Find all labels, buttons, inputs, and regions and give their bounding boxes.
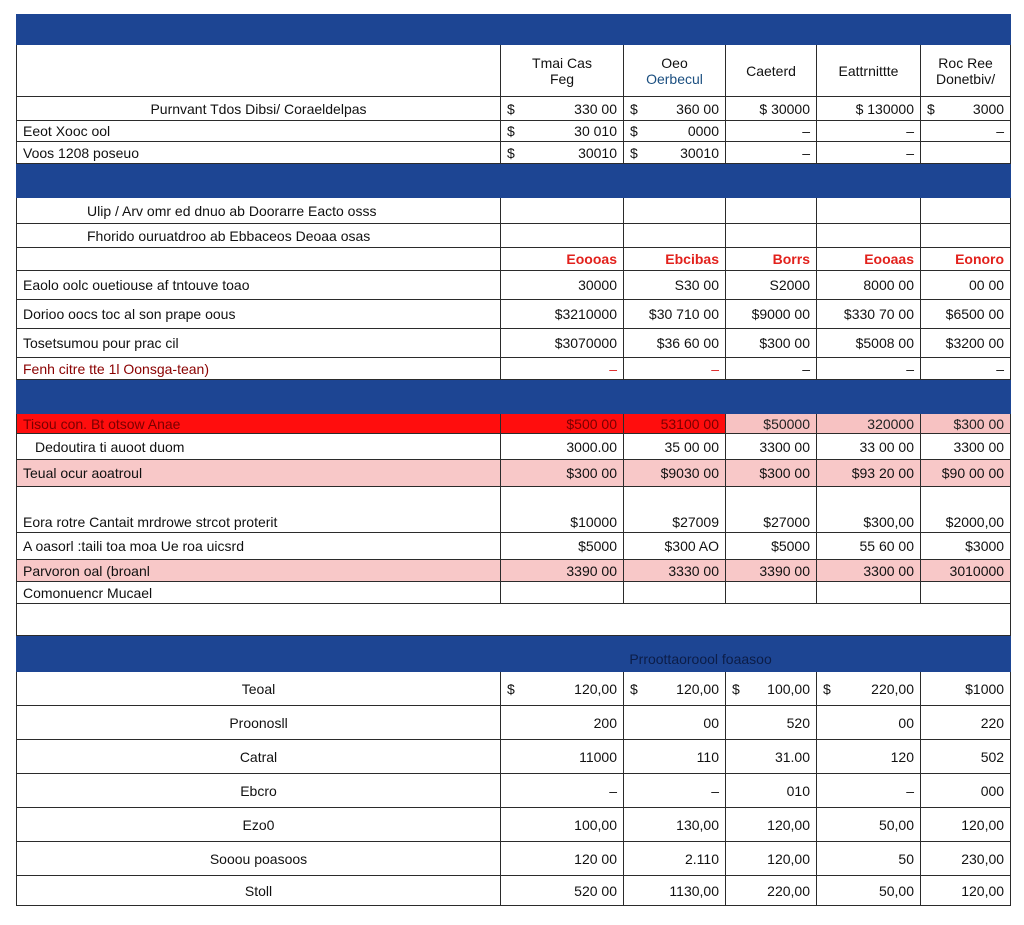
cell[interactable]: $50000 xyxy=(726,414,817,434)
cell[interactable]: $330 70 00 xyxy=(817,300,921,329)
cell[interactable]: 120 00 xyxy=(501,842,624,876)
cell[interactable]: $ 30 010 xyxy=(501,121,624,142)
cell[interactable]: 000 xyxy=(921,774,1011,808)
cell[interactable]: $ 330 00 xyxy=(501,97,624,121)
cell[interactable]: $27000 xyxy=(726,487,817,533)
cell[interactable]: – xyxy=(624,358,726,380)
cell[interactable]: $ 3000 xyxy=(921,97,1011,121)
cell[interactable]: $90 00 00 xyxy=(921,460,1011,487)
cell[interactable]: $5000 xyxy=(726,533,817,560)
cell[interactable]: – xyxy=(817,142,921,164)
cell[interactable]: $ 30010 xyxy=(501,142,624,164)
section-band xyxy=(17,164,1011,198)
red-header[interactable]: Eonoro xyxy=(921,248,1011,271)
cell[interactable]: 50,00 xyxy=(817,808,921,842)
spacer-row xyxy=(17,604,1011,636)
cell[interactable]: 010 xyxy=(726,774,817,808)
cell[interactable]: 35 00 00 xyxy=(624,434,726,460)
row-label[interactable]: Voos 1208 poseuo xyxy=(17,142,501,164)
section-band xyxy=(17,380,1011,414)
cell[interactable]: 520 xyxy=(726,706,817,740)
cell[interactable]: S30 00 xyxy=(624,271,726,300)
table-row xyxy=(17,706,1011,740)
cell[interactable]: 3010000 xyxy=(921,560,1011,582)
table-row xyxy=(17,582,1011,604)
section-band xyxy=(17,636,1011,672)
cell[interactable]: $93 20 00 xyxy=(817,460,921,487)
cell[interactable]: $36 60 00 xyxy=(624,329,726,358)
cell[interactable]: – xyxy=(817,358,921,380)
cell[interactable]: $ 220,00 xyxy=(817,672,921,706)
highlight-row xyxy=(17,414,1011,434)
row-label[interactable]: Ezo0 xyxy=(17,808,501,842)
cell[interactable]: 130,00 xyxy=(624,808,726,842)
table-row xyxy=(17,774,1011,808)
cell[interactable]: $9030 00 xyxy=(624,460,726,487)
row-label[interactable]: Eeot Xooc ool xyxy=(17,121,501,142)
cell[interactable]: $300 00 xyxy=(921,414,1011,434)
row-label[interactable]: Eora rotre Cantait mrdrowe strcot proterit xyxy=(17,487,501,533)
table-row xyxy=(17,533,1011,560)
row-label[interactable]: Teual ocur aoatroul xyxy=(17,460,501,487)
table-row xyxy=(17,198,1011,224)
row-label[interactable]: Eaolo oolc ouetiouse af tntouve toao xyxy=(17,271,501,300)
cell[interactable]: 3390 00 xyxy=(726,560,817,582)
header-col-2[interactable]: Oeo Oerbecul xyxy=(624,45,726,97)
cell[interactable]: 00 xyxy=(817,706,921,740)
budget-table xyxy=(16,14,1011,906)
column-header-row xyxy=(17,45,1011,97)
cell[interactable]: 220,00 xyxy=(726,876,817,906)
red-header[interactable]: Eooaas xyxy=(817,248,921,271)
cell[interactable]: 120,00 xyxy=(921,808,1011,842)
cell[interactable]: $5008 00 xyxy=(817,329,921,358)
table-row xyxy=(17,560,1011,582)
cell[interactable]: $300 00 xyxy=(726,329,817,358)
header-col-3[interactable]: Caeterd xyxy=(726,45,817,97)
table-row xyxy=(17,740,1011,774)
cell[interactable]: – xyxy=(817,774,921,808)
cell[interactable]: 120,00 xyxy=(921,876,1011,906)
cell[interactable]: 110 xyxy=(624,740,726,774)
cell[interactable]: $10000 xyxy=(501,487,624,533)
table-row xyxy=(17,808,1011,842)
cell[interactable]: $300 AO xyxy=(624,533,726,560)
cell[interactable]: S2000 xyxy=(726,271,817,300)
cell[interactable]: 3390 00 xyxy=(501,560,624,582)
cell[interactable]: $ 30000 xyxy=(726,97,817,121)
cell[interactable]: $ 130000 xyxy=(817,97,921,121)
cell[interactable]: 53100 00 xyxy=(624,414,726,434)
cell[interactable] xyxy=(921,142,1011,164)
table-row xyxy=(17,487,1011,533)
cell[interactable]: 50,00 xyxy=(817,876,921,906)
header-col-4[interactable]: Eattrnittte xyxy=(817,45,921,97)
cell[interactable]: $500 00 xyxy=(501,414,624,434)
cell[interactable]: $300 00 xyxy=(501,460,624,487)
cell[interactable]: 220 xyxy=(921,706,1011,740)
cell[interactable]: 00 xyxy=(624,706,726,740)
table-row xyxy=(17,121,1011,142)
row-label[interactable]: Teoal xyxy=(17,672,501,706)
cell[interactable]: $5000 xyxy=(501,533,624,560)
cell[interactable]: 1130,00 xyxy=(624,876,726,906)
table-row xyxy=(17,876,1011,906)
table-row xyxy=(17,300,1011,329)
cell[interactable]: $ 0000 xyxy=(624,121,726,142)
cell[interactable]: $ 30010 xyxy=(624,142,726,164)
spreadsheet xyxy=(16,14,1010,906)
row-label[interactable]: Purnvant Tdos Dibsi/ Coraeldelpas xyxy=(17,97,501,121)
cell[interactable]: 50 xyxy=(817,842,921,876)
red-header[interactable]: Eoooas xyxy=(501,248,624,271)
section-band xyxy=(17,15,1011,45)
row-label[interactable]: Comonuencr Mucael xyxy=(17,582,501,604)
cell[interactable]: – xyxy=(624,774,726,808)
cell[interactable]: 200 xyxy=(501,706,624,740)
row-label[interactable]: Catral xyxy=(17,740,501,774)
cell[interactable]: 320000 xyxy=(817,414,921,434)
red-header[interactable]: Borrs xyxy=(726,248,817,271)
table-row xyxy=(17,142,1011,164)
cell[interactable]: – xyxy=(726,121,817,142)
cell[interactable]: 3000.00 xyxy=(501,434,624,460)
header-col-5[interactable]: Roc Ree Donetbiv/ xyxy=(921,45,1011,97)
cell[interactable]: – xyxy=(501,358,624,380)
cell[interactable]: 30000 xyxy=(501,271,624,300)
table-row xyxy=(17,329,1011,358)
table-row xyxy=(17,271,1011,300)
row-label[interactable]: Dorioo oocs toc al son prape oous xyxy=(17,300,501,329)
cell[interactable]: $300,00 xyxy=(817,487,921,533)
table-row xyxy=(17,97,1011,121)
cell[interactable]: $3200 00 xyxy=(921,329,1011,358)
row-label[interactable]: Ebcro xyxy=(17,774,501,808)
section-title: Prroottaoroool foaasoo xyxy=(17,636,1011,672)
cell[interactable]: 00 00 xyxy=(921,271,1011,300)
row-label[interactable]: Fenh citre tte 1l Oonsga-tean) xyxy=(17,358,501,380)
cell[interactable]: $30 710 00 xyxy=(624,300,726,329)
cell[interactable]: 31.00 xyxy=(726,740,817,774)
table-row xyxy=(17,224,1011,248)
cell[interactable]: 11000 xyxy=(501,740,624,774)
cell[interactable]: 55 60 00 xyxy=(817,533,921,560)
cell[interactable]: 33 00 00 xyxy=(817,434,921,460)
table-row xyxy=(17,842,1011,876)
cell[interactable]: 8000 00 xyxy=(817,271,921,300)
cell[interactable]: $3210000 xyxy=(501,300,624,329)
cell[interactable]: $300 00 xyxy=(726,460,817,487)
header-col-1[interactable]: Tmai Cas Feg xyxy=(501,45,624,97)
table-row xyxy=(17,434,1011,460)
red-header[interactable]: Ebcibas xyxy=(624,248,726,271)
cell[interactable]: 520 00 xyxy=(501,876,624,906)
cell[interactable]: 230,00 xyxy=(921,842,1011,876)
red-header-row xyxy=(17,248,1011,271)
cell[interactable]: $1000 xyxy=(921,672,1011,706)
cell[interactable]: $3070000 xyxy=(501,329,624,358)
row-label[interactable]: Fhorido ouruatdroo ab Ebbaceos Deoaa osas xyxy=(17,224,501,248)
cell[interactable]: $ 360 00 xyxy=(624,97,726,121)
row-label[interactable]: Dedoutira ti auoot duom xyxy=(17,434,501,460)
header-blank xyxy=(17,45,501,97)
cell[interactable]: $6500 00 xyxy=(921,300,1011,329)
row-label[interactable]: Stoll xyxy=(17,876,501,906)
cell[interactable]: $ 100,00 xyxy=(726,672,817,706)
cell[interactable]: – xyxy=(921,358,1011,380)
cell[interactable]: $3000 xyxy=(921,533,1011,560)
cell[interactable]: $2000,00 xyxy=(921,487,1011,533)
cell[interactable]: 120,00 xyxy=(726,808,817,842)
cell[interactable]: $27009 xyxy=(624,487,726,533)
cell[interactable]: $ 120,00 xyxy=(624,672,726,706)
row-label[interactable]: Sooou poasoos xyxy=(17,842,501,876)
row-label[interactable]: Parvoron oal (broanl xyxy=(17,560,501,582)
row-label[interactable]: A oasorl :taili toa moa Ue roa uicsrd xyxy=(17,533,501,560)
cell[interactable]: – xyxy=(726,142,817,164)
cell[interactable]: – xyxy=(921,121,1011,142)
cell[interactable]: 3300 00 xyxy=(921,434,1011,460)
cell[interactable]: – xyxy=(817,121,921,142)
row-label[interactable]: Tosetsumou pour prac cil xyxy=(17,329,501,358)
cell[interactable]: 120 xyxy=(817,740,921,774)
table-row xyxy=(17,672,1011,706)
cell[interactable]: $9000 00 xyxy=(726,300,817,329)
row-label[interactable]: Ulip / Arv omr ed dnuo ab Doorarre Eacto osss xyxy=(17,198,501,224)
cell[interactable]: – xyxy=(726,358,817,380)
cell[interactable]: 100,00 xyxy=(501,808,624,842)
cell[interactable]: – xyxy=(501,774,624,808)
table-row xyxy=(17,460,1011,487)
table-row xyxy=(17,358,1011,380)
cell[interactable]: 3300 00 xyxy=(726,434,817,460)
cell[interactable]: 502 xyxy=(921,740,1011,774)
row-label[interactable]: Proonosll xyxy=(17,706,501,740)
cell[interactable]: $ 120,00 xyxy=(501,672,624,706)
cell[interactable]: 3300 00 xyxy=(817,560,921,582)
cell[interactable]: 3330 00 xyxy=(624,560,726,582)
row-label[interactable]: Tisou con. Bt otsow Anae xyxy=(17,414,501,434)
cell[interactable]: 2.110 xyxy=(624,842,726,876)
cell[interactable]: 120,00 xyxy=(726,842,817,876)
